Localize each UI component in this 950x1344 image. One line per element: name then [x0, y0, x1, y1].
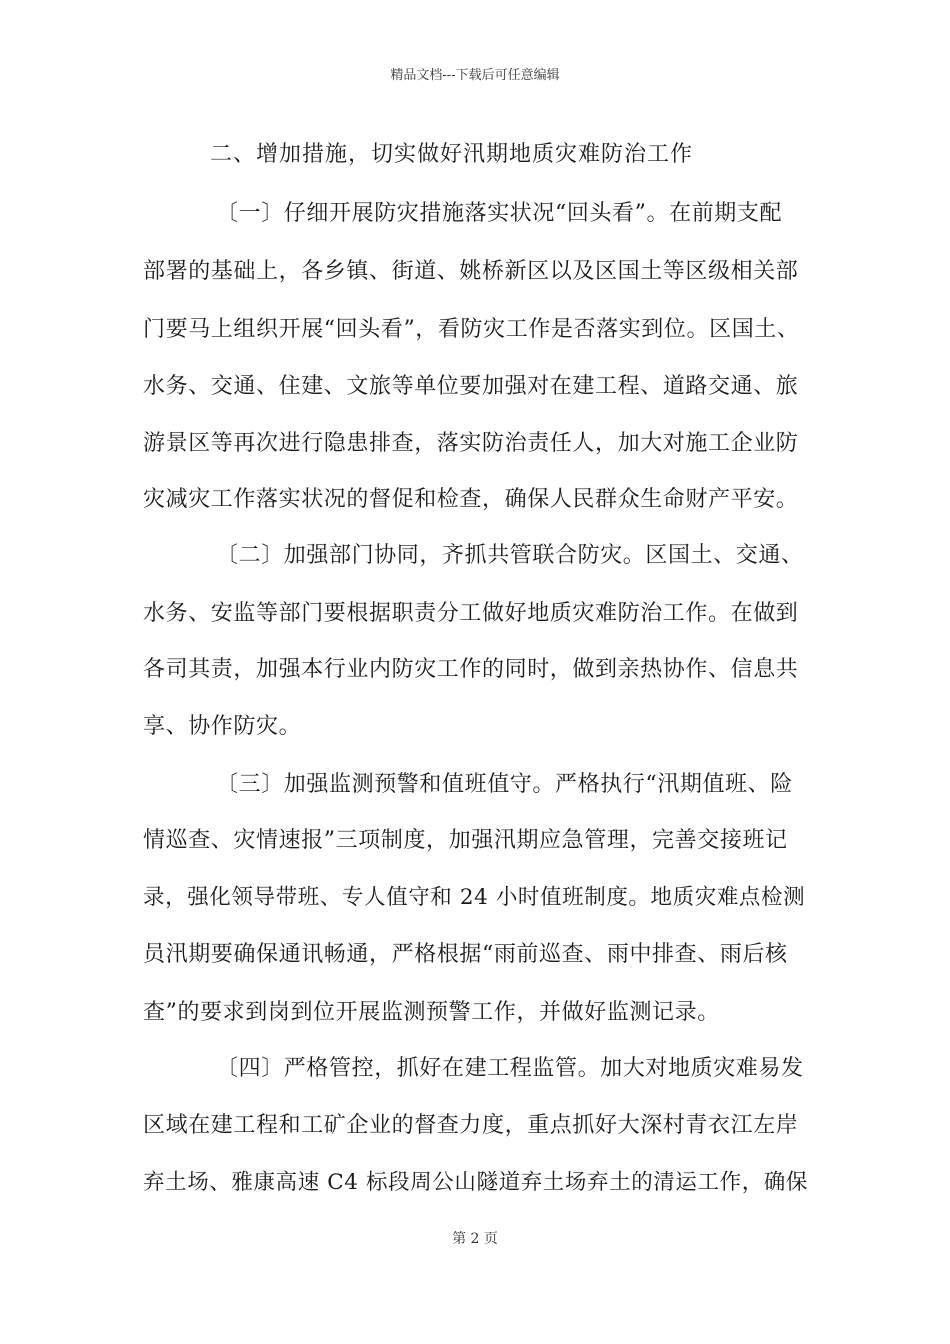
body-line: 区域在建工程和工矿企业的督查力度，重点抓好大深村青衣江左岸: [143, 1113, 799, 1138]
page-number: 第 2 页: [452, 1231, 498, 1247]
body-line: 录，强化领导带班、专人值守和 24 小时值班制度。地质灾难点检测: [143, 885, 806, 910]
body-line: 灾减灾工作落实状况的督促和检查，确保人民群众生命财产平安。: [143, 487, 799, 512]
body-line: 享、协作防灾。: [143, 714, 302, 739]
body-line: 部署的基础上，各乡镇、街道、姚桥新区以及区国土等区级相关部: [143, 259, 799, 284]
body-line: 员汛期要确保通讯畅通，严格根据“雨前巡查、雨中排查、雨后核: [143, 942, 788, 967]
body-line: 〔三〕加强监测预警和值班值守。严格执行“汛期值班、险: [216, 772, 793, 797]
body-line: 弃土场、雅康高速 C4 标段周公山隧道弃土场弃土的清运工作，确保: [143, 1170, 809, 1195]
body-line: 情巡查、灾情速报”三项制度，加强汛期应急管理，完善交接班记: [143, 828, 788, 853]
body-line: 〔二〕加强部门协同，齐抓共管联合防灾。区国土、交通、: [216, 543, 804, 568]
page-header: 精品文档---下载后可任意编辑: [390, 68, 560, 83]
body-line: 〔四〕严格管控，抓好在建工程监管。加大对地质灾难易发: [216, 1056, 804, 1081]
body-line: 水务、交通、住建、文旅等单位要加强对在建工程、道路交通、旅: [143, 374, 799, 399]
body-line: 水务、安监等部门要根据职责分工做好地质灾难防治工作。在做到: [143, 601, 799, 626]
body-line: 〔一〕仔细开展防灾措施落实状况“回头看”。在前期支配: [216, 201, 783, 226]
body-line: 各司其责，加强本行业内防灾工作的同时，做到亲热协作、信息共: [143, 657, 799, 682]
body-line: 游景区等再次进行隐患排查，落实防治责任人，加大对施工企业防: [143, 431, 799, 456]
body-line: 门要马上组织开展“回头看”，看防灾工作是否落实到位。区国土、: [143, 317, 800, 342]
body-line: 查”的要求到岗到位开展监测预警工作，并做好监测记录。: [143, 1000, 720, 1025]
section-heading: 二、增加措施，切实做好汛期地质灾难防治工作: [210, 142, 694, 167]
